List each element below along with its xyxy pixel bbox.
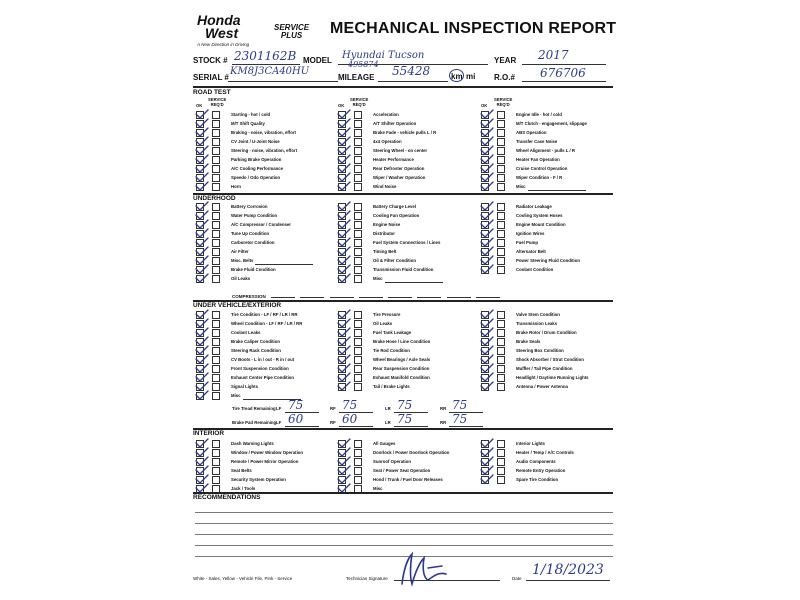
wheel-position-label: RF [330, 420, 336, 425]
underhood-item-label: Oil & Filter Condition [373, 258, 416, 263]
technician-signature [398, 548, 458, 588]
road-service-header-2: SERVICE REQ'D [350, 97, 369, 107]
serial-extra: 495874 [348, 60, 379, 69]
interior-service-checkbox[interactable] [354, 476, 362, 484]
interior-title: INTERIOR [193, 430, 225, 437]
interior-item-label: Remote Entry Operation [516, 468, 566, 473]
serial-value: KM8J3CA40HU [230, 66, 310, 77]
road-test-item-label: Wind Noise [373, 184, 397, 189]
road-test-item-label: CV Joint / U-Joint Noise [231, 139, 280, 144]
underhood-title: UNDERHOOD [193, 195, 236, 202]
interior-service-checkbox[interactable] [497, 476, 505, 484]
underhood-item-label: Fuel System Connections / Lines [373, 240, 441, 245]
underhood-item-label: Coolant Condition [516, 267, 554, 272]
interior-service-checkbox[interactable] [212, 449, 220, 457]
interior-service-checkbox[interactable] [497, 467, 505, 475]
interior-item-label: Misc [373, 484, 443, 493]
date-value: 1/18/2023 [532, 562, 604, 578]
under-vehicle-item-label: Brake Seals [516, 339, 541, 344]
underhood-item-label: Engine Mount Condition [516, 222, 566, 227]
copies-note: White - Sales, Yellow - Vehicle File, Pink - Service [193, 576, 293, 581]
underhood-item-label: Brake Fluid Condition [231, 267, 276, 272]
underhood-item-label: Ignition Wires [516, 231, 545, 236]
logo-brand-line1: Honda [197, 12, 241, 28]
check-mark-icon [480, 438, 494, 447]
road-test-item-label: Brake Fade - vehicle pulls L / R [373, 130, 437, 135]
interior-item-label: Interior Lights [516, 441, 545, 446]
date-label: Date [512, 576, 522, 581]
road-ok-header-2: OK [338, 103, 345, 108]
recommendation-line-2[interactable] [195, 523, 613, 524]
interior-item-label: Jack / Tools [231, 486, 256, 491]
road-ok-header-1: OK [196, 103, 203, 108]
under-vehicle-item-label: Tire Pressure [373, 312, 401, 317]
interior-item-label: Seat / Power Seat Operation [373, 468, 431, 473]
recommendation-line-3[interactable] [195, 534, 613, 535]
wheel-position-label: LF [276, 406, 282, 411]
check-mark-icon [337, 456, 351, 465]
check-mark-icon [480, 447, 494, 456]
check-mark-icon [480, 474, 494, 483]
wheel-position-label: LR [385, 420, 391, 425]
recommendation-line-4[interactable] [195, 545, 613, 546]
underhood-item-label: Transmission Fluid Condition [373, 267, 434, 272]
road-test-title: ROAD TEST [193, 89, 231, 96]
under-vehicle-item-label: Tie Rod Condition [373, 348, 410, 353]
road-test-item-label: Cruise Control Operation [516, 166, 568, 171]
under-vehicle-item-label: Brake Rotor / Drum Condition [516, 330, 577, 335]
interior-service-checkbox[interactable] [354, 440, 362, 448]
under-vehicle-title: UNDER VEHICLE/EXTERIOR [193, 302, 282, 309]
under-vehicle-item-label: CV Boots - L in / out - R in / out [231, 357, 295, 362]
road-test-item-label: Steering Wheel - on center [373, 148, 428, 153]
under-vehicle-item-label: Muffler / Tail Pipe Condition [516, 366, 573, 371]
underhood-item-label: Power Steering Fluid Condition [516, 258, 580, 263]
year-value: 2017 [538, 48, 569, 62]
road-test-item-label: Braking - noise, vibration, effort [231, 130, 296, 135]
under-vehicle-item-label: Fuel Tank Leakage [373, 330, 412, 335]
interior-item-label: Hood / Trunk / Fuel Door Releases [373, 477, 443, 482]
remaining-percent-value: 75 [342, 398, 358, 412]
remaining-percent-value: 60 [342, 412, 358, 426]
interior-service-checkbox[interactable] [497, 440, 505, 448]
underhood-item-label: Engine Noise [373, 222, 401, 227]
road-test-item-label: Acceleration [373, 112, 399, 117]
underhood-item-label: Battery Corrosion [231, 204, 268, 209]
check-mark-icon [337, 483, 351, 492]
report-title: MECHANICAL INSPECTION REPORT [330, 20, 617, 37]
wheel-position-label: RR [440, 406, 447, 411]
service-plus-line1: SERVICE [274, 23, 310, 32]
road-test-item-label: Speedo / Odo Operation [231, 175, 281, 180]
road-test-item-label: M/T Clutch - engagement, slippage [516, 121, 587, 126]
underhood-item-label: Air Filter [231, 249, 249, 254]
tire-tread-label: Tire Tread Remaining [232, 406, 276, 411]
check-mark-icon [195, 447, 209, 456]
underhood-item-label: Water Pump Condition [231, 213, 278, 218]
road-test-item-label: Engine Idle - hot / cold [516, 112, 562, 117]
under-vehicle-item-label: Transmission Leaks [516, 321, 558, 326]
check-mark-icon [195, 456, 209, 465]
underhood-item-label: Cooling System Hoses [516, 213, 563, 218]
under-vehicle-item-label: Brake Hose / Line Condition [373, 339, 431, 344]
underhood-item-label: Alternator Belt [516, 249, 546, 254]
check-mark-icon [195, 483, 209, 492]
under-vehicle-item-label: Shock Absorber / Strut Condition [516, 357, 584, 362]
check-mark-icon [195, 438, 209, 447]
interior-item-label: Heater / Temp / A/C Controls [516, 450, 574, 455]
interior-item-label: Remote / Power Mirror Operation [231, 459, 299, 464]
road-test-item-label: Wiper / Washer Operation [373, 175, 426, 180]
check-mark-icon [337, 438, 351, 447]
road-service-header-3: SERVICE REQ'D [494, 97, 513, 107]
under-vehicle-item-label: Brake Caliper Condition [231, 339, 280, 344]
underhood-item-label: Cooling Fan Operation [373, 213, 420, 218]
road-test-item-label: Horn [231, 184, 242, 189]
interior-service-checkbox[interactable] [212, 467, 220, 475]
road-test-item-label: Parking Brake Operation [231, 157, 282, 162]
recommendations-title: RECOMMENDATIONS [193, 494, 261, 501]
underhood-item-label: Carburetor Condition [231, 240, 275, 245]
underhood-item-label: Misc [373, 274, 443, 283]
check-mark-icon [337, 474, 351, 483]
check-mark-icon [337, 447, 351, 456]
under-vehicle-item-label: Exhaust Manifold Condition [373, 375, 430, 380]
interior-service-checkbox[interactable] [497, 458, 505, 466]
service-plus-line2: PLUS [280, 31, 303, 40]
mileage-value: 55428 [392, 64, 431, 78]
road-test-item-label: Heater Performance [373, 157, 414, 162]
wheel-position-label: LF [276, 420, 282, 425]
stock-value: 2301162B [234, 49, 297, 63]
model-value: Hyundai Tucson [342, 50, 425, 61]
ro-label: R.O.# [494, 73, 515, 82]
under-vehicle-item-label: Wheel Condition - LF / RF / LR / RR [231, 321, 303, 326]
under-vehicle-item-label: Steering Rack Condition [231, 348, 281, 353]
check-mark-icon [337, 465, 351, 474]
road-test-item-label: Wiper Condition - F / R [516, 175, 563, 180]
wheel-position-label: RF [330, 406, 336, 411]
underhood-item-label: Timing Belt [373, 249, 397, 254]
underhood-item-label: Battery Charge Level [373, 204, 416, 209]
under-vehicle-item-label: Headlight / Daytime Running Lights [516, 375, 589, 380]
km-label[interactable]: km [451, 72, 463, 81]
wheel-position-label: RR [440, 420, 447, 425]
under-vehicle-item-label: Valve Stem Condition [516, 312, 560, 317]
road-ok-header-3: OK [481, 103, 488, 108]
logo-tagline: A New Direction in Driving [197, 42, 250, 47]
brake-pad-label: Brake Pad Remaining [232, 420, 277, 425]
underhood-item-label: Misc. Belts [231, 256, 313, 265]
interior-service-checkbox[interactable] [354, 449, 362, 457]
under-vehicle-item-label: Exhaust Center Pipe Condition [231, 375, 295, 380]
interior-item-label: Dash Warning Lights [231, 441, 274, 446]
under-vehicle-item-label: Wheel Bearings / Axle Seals [373, 357, 431, 362]
check-mark-icon [480, 456, 494, 465]
underhood-item-label: Fuel Pump [516, 240, 538, 245]
under-vehicle-item-label: Oil Leaks [373, 321, 393, 326]
year-label: YEAR [494, 56, 517, 65]
interior-item-label: Spare Tire Condition [516, 477, 559, 482]
remaining-percent-value: 60 [288, 412, 304, 426]
model-label: MODEL [303, 56, 332, 65]
remaining-percent-value: 75 [288, 398, 304, 412]
check-mark-icon [480, 465, 494, 474]
under-vehicle-item-label: Coolant Leaks [231, 330, 261, 335]
road-test-item-label: Rear Defroster Operation [373, 166, 425, 171]
road-test-item-label: 4x4 Operation [373, 139, 402, 144]
interior-item-label: Security System Operation [231, 477, 286, 482]
road-service-header-1: SERVICE REQ'D [208, 97, 227, 107]
road-test-item-label: A/T Shifter Operation [373, 121, 417, 126]
interior-item-label: Sunroof Operation [373, 459, 411, 464]
underhood-item-label: A/C Compressor / Condenser [231, 222, 291, 227]
road-test-item-label: Steering - noise, vibration, effort [231, 148, 298, 153]
wheel-position-label: LR [385, 406, 391, 411]
road-test-item-label: Transfer Case Noise [516, 139, 558, 144]
road-test-item-label: M/T Shift Quality [231, 121, 265, 126]
under-vehicle-item-label: Steering Box Condition [516, 348, 564, 353]
check-mark-icon [195, 465, 209, 474]
interior-item-label: Doorlock / Power Doorlock Operation [373, 450, 450, 455]
recommendation-line-1[interactable] [195, 512, 613, 513]
road-test-item-label: Heater Fan Operation [516, 157, 560, 162]
mi-label[interactable]: mi [466, 72, 476, 81]
interior-service-checkbox[interactable] [354, 467, 362, 475]
interior-service-checkbox[interactable] [212, 458, 220, 466]
check-mark-icon [195, 474, 209, 483]
remaining-percent-value: 75 [397, 398, 413, 412]
underhood-item-label: Tune Up Condition [231, 231, 270, 236]
under-vehicle-item-label: Signal Lights [231, 384, 258, 389]
under-vehicle-item-label: Rear Suspension Condition [373, 366, 430, 371]
interior-item-label: Seat Belts [231, 468, 252, 473]
logo-brand-line2: West [205, 25, 239, 41]
remaining-percent-value: 75 [452, 398, 468, 412]
road-test-item-label: Misc [516, 182, 586, 191]
compression-label: COMPRESSION [232, 294, 266, 299]
remaining-percent-value: 75 [452, 412, 468, 426]
interior-service-checkbox[interactable] [497, 449, 505, 457]
interior-service-checkbox[interactable] [212, 476, 220, 484]
underhood-item-label: Radiator Leakage [516, 204, 552, 209]
remaining-percent-value: 75 [397, 412, 413, 426]
interior-service-checkbox[interactable] [354, 458, 362, 466]
date-line[interactable] [526, 580, 610, 581]
road-test-item-label: Starting - hot / cold [231, 112, 271, 117]
stock-label: STOCK # [193, 56, 228, 65]
under-vehicle-item-label: Misc [231, 391, 301, 400]
road-test-item-label: Wheel Alignment - pulls L / R [516, 148, 575, 153]
underhood-item-label: Distributor [373, 231, 395, 236]
under-vehicle-item-label: Antenna / Power Antenna [516, 384, 568, 389]
mileage-label: MILEAGE [338, 73, 375, 82]
under-vehicle-item-label: Tire Condition - LF / RF / LR / RR [231, 312, 298, 317]
under-vehicle-item-label: Front Suspension Condition [231, 366, 289, 371]
technician-signature-label: Technician Signature [346, 576, 388, 581]
road-test-item-label: A/C Cooling Performance [231, 166, 284, 171]
serial-label: SERIAL # [193, 73, 229, 82]
ro-value: 676706 [540, 66, 586, 80]
interior-item-label: All Gauges [373, 441, 396, 446]
interior-service-checkbox[interactable] [212, 440, 220, 448]
interior-item-label: Audio Components [516, 459, 556, 464]
under-vehicle-item-label: Tail / Brake Lights [373, 384, 410, 389]
road-test-item-label: ABS Operation [516, 130, 547, 135]
underhood-item-label: Oil Leaks [231, 276, 251, 281]
interior-item-label: Window / Power Window Operation [231, 450, 304, 455]
